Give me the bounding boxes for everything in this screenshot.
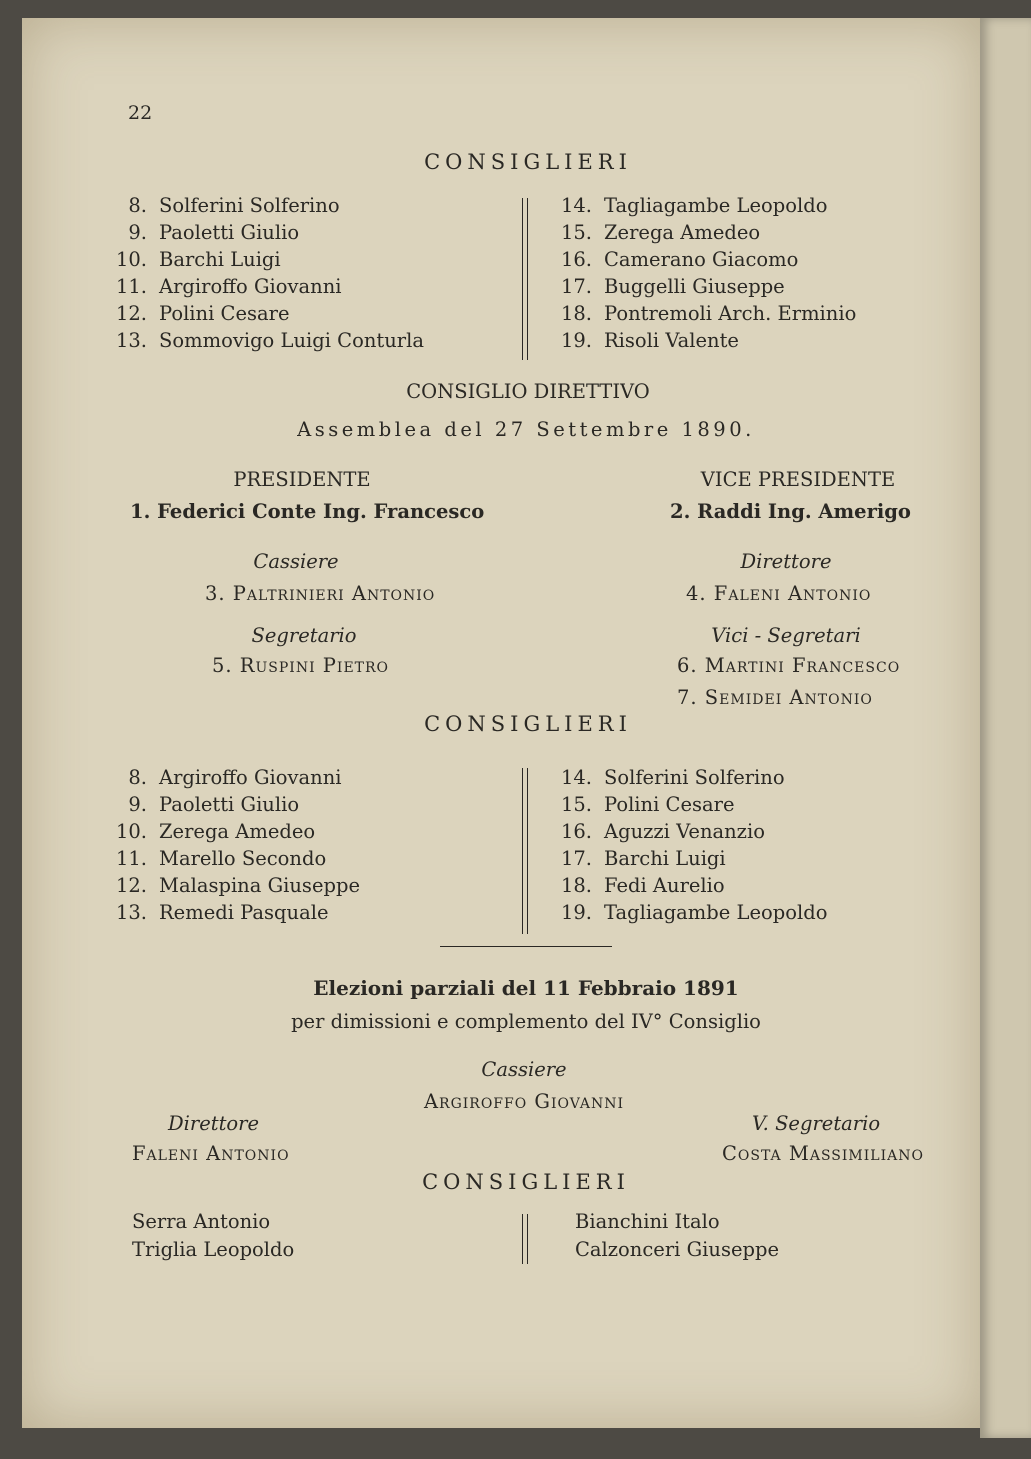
list-item — [103, 791, 360, 818]
column-divider — [522, 1214, 528, 1264]
column-divider — [522, 768, 528, 934]
section1-right-list — [548, 192, 856, 354]
list-item — [103, 219, 424, 246]
item-number: 10. — [115, 248, 147, 271]
list-item — [548, 872, 827, 899]
item-name: Argiroffo Giovanni — [159, 766, 342, 789]
item-number: 8. — [128, 194, 147, 217]
list-item — [103, 764, 360, 791]
item-name: Aguzzi Venanzio — [604, 820, 765, 843]
section2-left-list — [103, 764, 360, 926]
page-number: 22 — [128, 102, 153, 124]
item-name: Malaspina Giuseppe — [159, 874, 360, 897]
item-name: Fedi Aurelio — [604, 874, 725, 897]
list-item — [103, 872, 360, 899]
list-item — [548, 327, 856, 354]
item-name: Risoli Valente — [604, 329, 739, 352]
item-name: Marello Secondo — [159, 847, 327, 870]
item-name: Paoletti Giulio — [159, 221, 300, 244]
item-number: 11. — [115, 847, 147, 870]
elezioni-title: Elezioni parziali del 11 Febbraio 1891 — [313, 976, 739, 1000]
item-name: Solferini Solferino — [604, 766, 785, 789]
list-item — [548, 192, 856, 219]
list-item — [548, 300, 856, 327]
direttore-label: Direttore — [740, 550, 832, 573]
item-name: Camerano Giacomo — [604, 248, 799, 271]
list-item — [548, 845, 827, 872]
list-item — [103, 246, 424, 273]
direttivo-subtitle: Assemblea del 27 Settembre 1890. — [297, 418, 755, 441]
item-name: Zerega Amedeo — [159, 820, 316, 843]
item-number: 17. — [560, 275, 592, 298]
item-name: Pontremoli Arch. Erminio — [604, 302, 857, 325]
list-item — [548, 791, 827, 818]
presidente-name: 1. Federici Conte Ing. Francesco — [130, 500, 485, 523]
item-number: 11. — [115, 275, 147, 298]
segretario-label: Segretario — [251, 624, 357, 647]
item-number: 15. — [560, 221, 592, 244]
separator-rule — [440, 946, 612, 947]
item-number: 13. — [115, 901, 147, 924]
item-name: Polini Cesare — [159, 302, 290, 325]
item-number: 12. — [115, 302, 147, 325]
cassiere-label: Cassiere — [253, 550, 339, 573]
item-name: Barchi Luigi — [604, 847, 726, 870]
section1-title: CONSIGLIERI — [424, 150, 632, 174]
item-name: Tagliagambe Leopoldo — [604, 901, 828, 924]
item-name: Remedi Pasquale — [159, 901, 329, 924]
elezioni-consigliere-right-2: Calzonceri Giuseppe — [575, 1238, 779, 1261]
item-name: Sommovigo Luigi Conturla — [159, 329, 424, 352]
list-item — [103, 899, 360, 926]
elezioni-vsegretario-label: V. Segretario — [752, 1112, 881, 1135]
item-name: Zerega Amedeo — [604, 221, 761, 244]
item-number: 12. — [115, 874, 147, 897]
list-item — [103, 845, 360, 872]
section2-right-list — [548, 764, 827, 926]
item-number: 18. — [560, 874, 592, 897]
item-number: 9. — [128, 793, 147, 816]
item-name: Tagliagambe Leopoldo — [604, 194, 828, 217]
elezioni-consiglieri-title: CONSIGLIERI — [422, 1170, 630, 1194]
elezioni-subtitle: per dimissioni e complemento del IV° Consiglio — [291, 1010, 761, 1033]
vice-presidente-label: VICE PRESIDENTE — [700, 468, 896, 491]
list-item — [548, 246, 856, 273]
item-name: Polini Cesare — [604, 793, 735, 816]
cassiere-name: 3. Paltrinieri Antonio — [205, 582, 436, 605]
item-number: 15. — [560, 793, 592, 816]
item-number: 19. — [560, 329, 592, 352]
item-name: Argiroffo Giovanni — [159, 275, 342, 298]
direttivo-title: CONSIGLIO DIRETTIVO — [406, 380, 650, 403]
item-number: 9. — [128, 221, 147, 244]
item-name: Solferini Solferino — [159, 194, 340, 217]
vici-segretario-1: 6. Martini Francesco — [677, 654, 901, 677]
item-number: 13. — [115, 329, 147, 352]
elezioni-vsegretario-name: Costa Massimiliano — [722, 1142, 924, 1165]
item-number: 10. — [115, 820, 147, 843]
elezioni-direttore-name: Faleni Antonio — [132, 1142, 290, 1165]
elezioni-cassiere-name: Argiroffo Giovanni — [423, 1090, 625, 1113]
elezioni-consigliere-right-1: Bianchini Italo — [575, 1210, 720, 1233]
item-number: 17. — [560, 847, 592, 870]
item-number: 14. — [560, 194, 592, 217]
vici-segretari-label: Vici - Segretari — [711, 624, 861, 647]
item-number: 8. — [128, 766, 147, 789]
vice-presidente-name: 2. Raddi Ing. Amerigo — [670, 500, 911, 523]
list-item — [103, 300, 424, 327]
segretario-name: 5. Ruspini Pietro — [212, 654, 390, 677]
elezioni-consigliere-left-1: Serra Antonio — [132, 1210, 271, 1233]
item-number: 16. — [560, 820, 592, 843]
column-divider — [522, 198, 528, 360]
section1-left-list — [103, 192, 424, 354]
item-number: 18. — [560, 302, 592, 325]
item-number: 16. — [560, 248, 592, 271]
elezioni-cassiere-label: Cassiere — [481, 1058, 567, 1081]
item-name: Barchi Luigi — [159, 248, 281, 271]
direttore-name: 4. Faleni Antonio — [686, 582, 872, 605]
list-item — [103, 327, 424, 354]
elezioni-direttore-label: Direttore — [168, 1112, 260, 1135]
item-name: Paoletti Giulio — [159, 793, 300, 816]
elezioni-consigliere-left-2: Triglia Leopoldo — [132, 1238, 295, 1261]
section2-title: CONSIGLIERI — [424, 712, 632, 736]
list-item — [103, 273, 424, 300]
list-item — [548, 899, 827, 926]
item-name: Buggelli Giuseppe — [604, 275, 785, 298]
list-item — [548, 273, 856, 300]
list-item — [103, 192, 424, 219]
presidente-label: PRESIDENTE — [233, 468, 371, 491]
list-item — [548, 818, 827, 845]
list-item — [103, 818, 360, 845]
next-page-edge — [980, 18, 1031, 1438]
list-item — [548, 219, 856, 246]
vici-segretario-2: 7. Semidei Antonio — [677, 686, 873, 709]
item-number: 14. — [560, 766, 592, 789]
item-number: 19. — [560, 901, 592, 924]
list-item — [548, 764, 827, 791]
